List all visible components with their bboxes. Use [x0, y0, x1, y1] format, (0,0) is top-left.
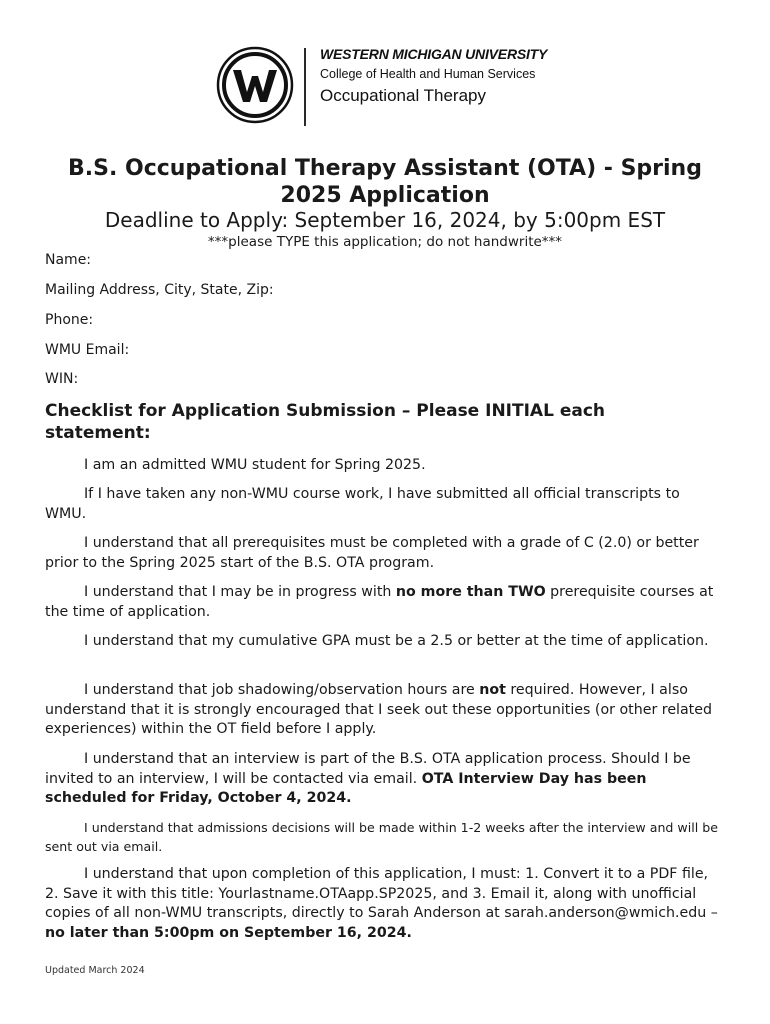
checklist-item-submission[interactable]: [45, 865, 725, 943]
wmu-logo: [216, 46, 576, 128]
department-name: Occupational Therapy: [320, 86, 487, 105]
item-emphasis: no later than 5:00pm on September 16, 2024.: [45, 924, 412, 941]
university-name: WESTERN MICHIGAN UNIVERSITY: [320, 46, 548, 62]
item-text: I understand that upon completion of this application, I must: 1. Convert it to a PDF file, 2. Save it with this title: Yourlastname.OTAapp.SP2025, and 3. Email it, along with unofficial copies of all non-WMU transcripts, directly to Sarah Anderson at sarah.anderson@wmich.edu –: [45, 866, 718, 921]
win-field-label[interactable]: WIN:: [45, 371, 79, 387]
item-emphasis: OTA Interview Day has been scheduled for Friday, October 4, 2024.: [45, 770, 647, 806]
name-field-label[interactable]: Name:: [45, 252, 92, 268]
checklist-heading: Checklist for Application Submission – Please INITIAL each statement:: [45, 401, 606, 443]
checklist-item-decisions[interactable]: I understand that admissions decisions will be made within 1-2 weeks after the interview and will be sent out via email.: [45, 820, 718, 854]
checklist-item-shadowing[interactable]: [45, 681, 725, 740]
checklist-item-admitted[interactable]: I am an admitted WMU student for Spring 2025.: [84, 457, 426, 473]
checklist-item-prerequisites[interactable]: I understand that all prerequisites must be completed with a grade of C (2.0) or better prior to the Spring 2025 start of the B.S. OTA program.: [45, 535, 699, 571]
item-text: I understand that job shadowing/observation hours are: [84, 682, 480, 698]
checklist-item-transcripts[interactable]: If I have taken any non-WMU course work, I have submitted all official transcripts to WMU.: [45, 486, 680, 522]
typing-note: ***please TYPE this application; do not handwrite***: [207, 234, 563, 250]
item-text: prerequisite courses at the time of application.: [45, 584, 714, 620]
checklist-item-interview[interactable]: [45, 750, 725, 809]
logo-divider: [304, 48, 306, 126]
item-text: required. However, I also understand that it is strongly encouraged that I seek out these opportunities (or other related experiences) within the OT field before I apply.: [45, 682, 712, 737]
address-field-label[interactable]: Mailing Address, City, State, Zip:: [45, 282, 274, 298]
page-title: B.S. Occupational Therapy Assistant (OTA) - Spring 2025 Application: [68, 156, 702, 208]
item-emphasis: no more than TWO: [395, 584, 546, 600]
deadline-text: Deadline to Apply: September 16, 2024, by 5:00pm EST: [104, 208, 666, 232]
checklist-item-in-progress[interactable]: [45, 583, 725, 622]
item-emphasis: not: [479, 682, 506, 698]
wmu-w-seal-icon: [216, 46, 294, 124]
email-field-label[interactable]: WMU Email:: [45, 342, 130, 358]
item-text: I understand that an interview is part of the B.S. OTA application process. Should I be invited to an interview, I will be contacted via email.: [45, 751, 691, 787]
checklist-item-gpa[interactable]: I understand that my cumulative GPA must be a 2.5 or better at the time of application.: [84, 633, 709, 649]
phone-field-label[interactable]: Phone:: [45, 312, 94, 328]
college-name: College of Health and Human Services: [320, 67, 536, 81]
updated-footer: Updated March 2024: [45, 965, 145, 976]
item-text: I understand that I may be in progress with: [84, 584, 396, 600]
